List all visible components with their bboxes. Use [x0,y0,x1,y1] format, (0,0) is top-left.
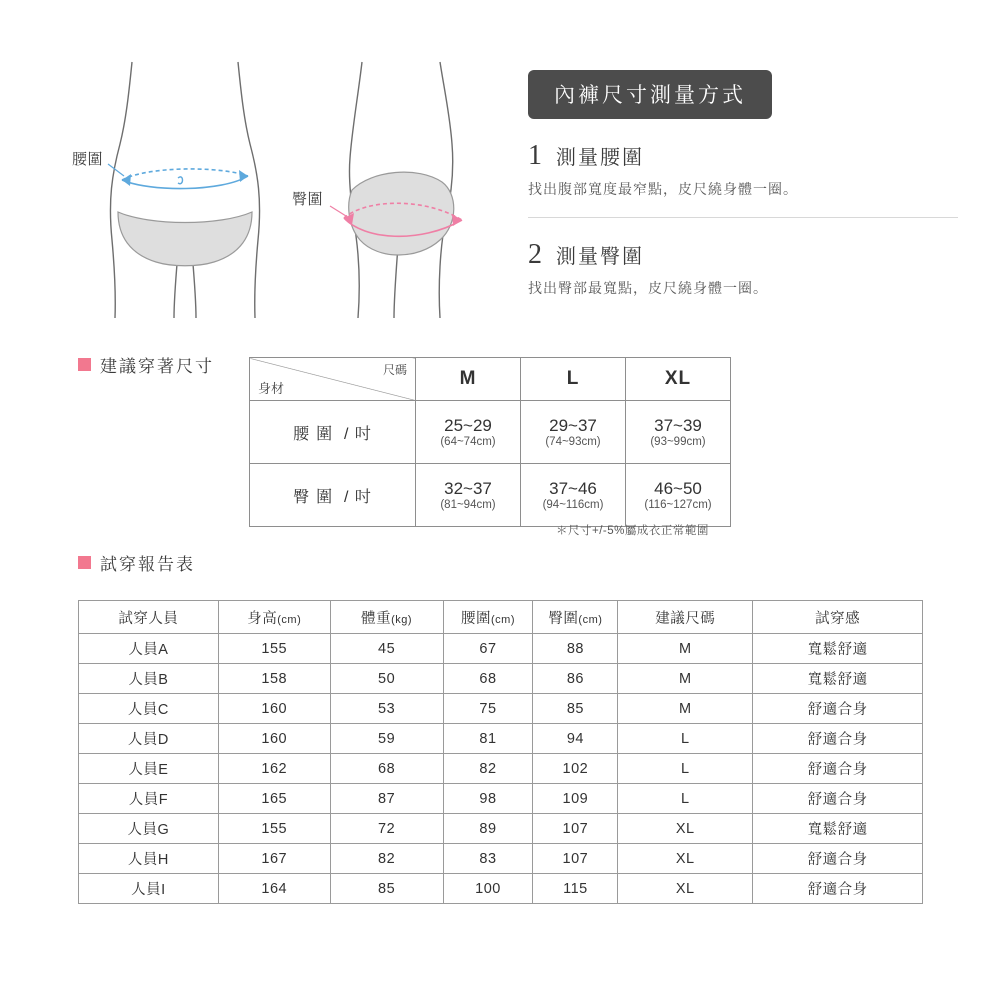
cell-weight: 72 [330,814,443,844]
cell-weight: 68 [330,754,443,784]
size-column-m: M [416,358,521,401]
cell-height: 160 [218,724,330,754]
table-row [79,664,923,694]
column-header-fit-feel [753,601,923,634]
column-unit: (cm) [277,613,302,626]
cell-weight: 59 [330,724,443,754]
column-title: 腰圍 [461,610,491,627]
waist-row-label-a: 腰 [293,425,317,443]
hip-row-label-a: 臀 [293,488,317,506]
cell-hip: 94 [533,724,618,754]
body-figures-svg [0,40,520,320]
hip-value-m [416,464,521,527]
hip-label: 臀圍 [292,191,324,208]
cell-tester: 人員C [79,694,219,724]
cell-weight: 45 [330,634,443,664]
waist-label: 腰圍 [72,151,104,168]
instructions-panel [528,70,958,298]
cell-size: L [618,724,753,754]
table-row [250,401,731,464]
waist-value-xl [626,401,731,464]
cell-hip: 88 [533,634,618,664]
instructions-title: 內褲尺寸測量方式 [528,70,772,119]
cell-hip: 85 [533,694,618,724]
recommended-size-heading [78,352,214,377]
table-row [79,754,923,784]
cell-feel: 舒適合身 [753,844,923,874]
hip-row-label [250,464,416,527]
table-header-row [79,601,923,634]
waist-measure-arrow [108,164,248,189]
step-number: 1 [528,140,542,171]
cell-tester: 人員H [79,844,219,874]
cell-waist: 81 [443,724,533,754]
waist-row-label-b: 圍 [316,425,334,443]
cell-tester: 人員G [79,814,219,844]
column-header-tester [79,601,219,634]
table-row [250,464,731,527]
waist-row-unit: / 吋 [344,425,372,443]
cell-hip: 107 [533,844,618,874]
cell-height: 160 [218,694,330,724]
cell-waist: 89 [443,814,533,844]
column-title: 試穿感 [815,610,861,627]
value-inch: 32~37 [444,479,492,499]
cell-height: 158 [218,664,330,694]
column-header-waist [443,601,533,634]
step-description: 找出臀部最寬點，皮尺繞身體一圈。 [528,280,768,296]
panty-shape-side [349,172,454,255]
cell-feel: 舒適合身 [753,694,923,724]
cell-hip: 107 [533,814,618,844]
column-title: 身高 [247,610,278,627]
cell-weight: 53 [330,694,443,724]
cell-feel: 舒適合身 [753,724,923,754]
table-row [79,814,923,844]
cell-waist: 68 [443,664,533,694]
cell-size: M [618,634,753,664]
cell-waist: 100 [443,874,533,904]
cell-tester: 人員E [79,754,219,784]
hip-row-label-b: 圍 [316,488,334,506]
size-column-xl: XL [626,358,731,401]
table-row [79,634,923,664]
table-header-row [250,358,731,401]
fitting-report-heading-label: 試穿報告表 [100,555,195,574]
size-column-l: L [521,358,626,401]
column-title: 體重 [361,610,392,627]
waist-value-l [521,401,626,464]
waist-value-m [416,401,521,464]
cell-waist: 98 [443,784,533,814]
panty-shape-front [118,212,252,266]
table-row [79,694,923,724]
cell-height: 164 [218,874,330,904]
cell-size: XL [618,874,753,904]
cell-feel: 舒適合身 [753,874,923,904]
size-chart-corner-cell [250,358,416,401]
hip-value-l [521,464,626,527]
cell-waist: 75 [443,694,533,724]
step-number: 2 [528,239,542,270]
cell-waist: 82 [443,754,533,784]
cell-height: 167 [218,844,330,874]
column-title: 臀圍 [548,610,579,627]
table-row [79,724,923,754]
cell-height: 155 [218,814,330,844]
table-row [79,844,923,874]
column-header-weight [330,601,443,634]
cell-feel: 舒適合身 [753,784,923,814]
cell-size: M [618,664,753,694]
value-inch: 46~50 [654,479,702,499]
cell-tester: 人員B [79,664,219,694]
value-inch: 29~37 [549,416,597,436]
value-cm: (74~93cm) [545,435,601,448]
cell-hip: 102 [533,754,618,784]
recommended-size-heading-label: 建議穿著尺寸 [100,357,214,376]
cell-waist: 67 [443,634,533,664]
cell-feel: 舒適合身 [753,754,923,784]
value-inch: 37~39 [654,416,702,436]
cell-size: L [618,784,753,814]
instruction-step-1 [528,141,958,218]
hip-row-unit: / 吋 [344,488,372,506]
cell-weight: 82 [330,844,443,874]
cell-size: XL [618,844,753,874]
column-unit: (cm) [578,613,603,626]
square-bullet-icon [78,358,91,371]
square-bullet-icon [78,556,91,569]
column-header-recommended-size [618,601,753,634]
cell-hip: 109 [533,784,618,814]
table-row [79,874,923,904]
cell-feel: 寬鬆舒適 [753,664,923,694]
value-cm: (93~99cm) [650,435,706,448]
table-row [79,784,923,814]
cell-tester: 人員F [79,784,219,814]
step-description: 找出腹部寬度最窄點，皮尺繞身體一圈。 [528,181,798,197]
value-cm: (64~74cm) [440,435,496,448]
column-header-height [218,601,330,634]
cell-weight: 50 [330,664,443,694]
hip-value-xl [626,464,731,527]
cell-waist: 83 [443,844,533,874]
cell-tester: 人員A [79,634,219,664]
fitting-report-heading [78,550,195,575]
cell-size: L [618,754,753,784]
corner-size-label: 尺碼 [382,363,407,377]
measurement-illustrations [0,40,520,320]
cell-hip: 115 [533,874,618,904]
step-title: 測量臀圍 [556,246,644,268]
cell-hip: 86 [533,664,618,694]
step-title: 測量腰圍 [556,147,644,169]
cell-feel: 寬鬆舒適 [753,814,923,844]
column-unit: (cm) [491,613,515,626]
instruction-step-2 [528,240,958,298]
cell-tester: 人員I [79,874,219,904]
column-unit: (kg) [391,613,413,626]
fitting-report-table [78,600,923,904]
divider [528,217,958,218]
size-tolerance-note: ＊尺寸+/-5%屬成衣正常範圍 [556,525,709,537]
column-title: 試穿人員 [118,610,179,627]
value-cm: (116~127cm) [644,498,712,511]
value-inch: 25~29 [444,416,492,436]
corner-body-label: 身材 [258,381,285,396]
cell-height: 155 [218,634,330,664]
cell-height: 165 [218,784,330,814]
cell-weight: 85 [330,874,443,904]
value-cm: (81~94cm) [440,498,496,511]
value-cm: (94~116cm) [542,498,604,511]
cell-tester: 人員D [79,724,219,754]
column-header-hip [533,601,618,634]
cell-height: 162 [218,754,330,784]
cell-size: XL [618,814,753,844]
column-title: 建議尺碼 [655,610,716,627]
cell-size: M [618,694,753,724]
waist-row-label [250,401,416,464]
size-chart-table [249,357,731,527]
cell-weight: 87 [330,784,443,814]
value-inch: 37~46 [549,479,597,499]
cell-feel: 寬鬆舒適 [753,634,923,664]
